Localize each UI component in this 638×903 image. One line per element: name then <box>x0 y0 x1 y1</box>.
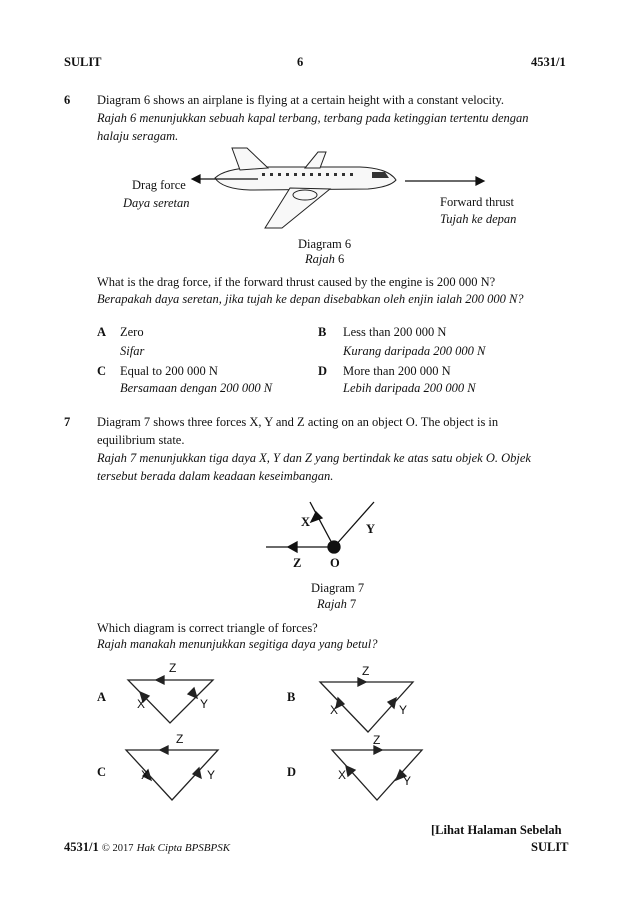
thrust-arrow <box>405 177 484 185</box>
q7-option-b-letter[interactable]: B <box>287 690 296 704</box>
q7-c-label-z: Z <box>176 732 184 746</box>
q7-d-label-x: X <box>338 768 347 782</box>
q7-stem-ms-1: Rajah 7 menunjukkan tiga daya X, Y dan Z yang bertindak ke atas satu objek O. Objek <box>97 451 531 465</box>
q7-stem-ms-2: tersebut berada dalam keadaan keseimbangan. <box>97 469 334 483</box>
force-z-label: Z <box>293 556 302 570</box>
object-o-dot <box>328 541 340 553</box>
drag-force-label-ms: Daya seretan <box>123 196 190 210</box>
q7-question-en: Which diagram is correct triangle of forces? <box>97 621 318 635</box>
q6-option-a-letter[interactable]: A <box>97 325 107 339</box>
q7-a-label-x: X <box>137 697 146 711</box>
q7-question-ms: Rajah manakah menunjukkan segitiga daya yang betul? <box>97 637 378 651</box>
q6-question-ms: Berapakah daya seretan, jika tujah ke depan disebabkan oleh enjin ialah 200 000 N? <box>97 292 524 306</box>
footer-left <box>64 840 230 855</box>
q7-stem-en-1: Diagram 7 shows three forces X, Y and Z acting on an object O. The object is in <box>97 415 499 429</box>
header-right: 4531/1 <box>531 55 566 69</box>
q6-option-d-ms: Lebih daripada 200 000 N <box>343 381 476 395</box>
q7-c-label-y: Y <box>207 768 216 782</box>
q7-option-c-letter[interactable]: C <box>97 765 107 779</box>
diagram-6-caption: Diagram 6 <box>298 237 352 251</box>
q6-option-b-letter[interactable]: B <box>318 325 327 339</box>
q6-option-b-en: Less than 200 000 N <box>343 325 447 339</box>
q6-stem-en: Diagram 6 shows an airplane is flying at a certain height with a constant velocity. <box>97 93 505 107</box>
force-x-label: X <box>301 515 311 529</box>
q6-option-b-ms: Kurang daripada 200 000 N <box>343 344 486 358</box>
q7-a-label-z: Z <box>169 661 177 675</box>
diagram-7-caption-ms: Rajah 7 <box>317 597 357 611</box>
next-page-note: [Lihat Halaman Sebelah <box>431 823 562 837</box>
force-y-label: Y <box>366 522 376 536</box>
q7-d-label-y: Y <box>403 774 412 788</box>
footer-copyright: © 2017 <box>101 843 134 854</box>
q7-number: 7 <box>64 415 71 429</box>
q6-option-c-en: Equal to 200 000 N <box>120 364 218 378</box>
footer-code: 4531/1 <box>64 840 99 854</box>
header-left: SULIT <box>64 55 102 69</box>
q6-option-a-en: Zero <box>120 325 144 339</box>
airplane-icon <box>215 148 396 228</box>
q7-d-label-z: Z <box>373 733 381 747</box>
page-number: 6 <box>297 55 304 69</box>
q7-b-label-y: Y <box>399 703 408 717</box>
drag-force-label: Drag force <box>132 178 186 192</box>
q7-b-label-z: Z <box>362 664 370 678</box>
q6-question-en: What is the drag force, if the forward thrust caused by the engine is 200 000 N? <box>97 275 496 289</box>
diagram-7 <box>0 490 638 580</box>
q7-stem-en-2: equilibrium state. <box>97 433 185 447</box>
q6-option-a-ms: Sifar <box>120 344 145 358</box>
q6-option-d-en: More than 200 000 N <box>343 364 451 378</box>
diagram-7-caption: Diagram 7 <box>311 581 365 595</box>
force-x-line <box>310 502 334 547</box>
q6-number: 6 <box>64 93 71 107</box>
q6-option-c-ms: Bersamaan dengan 200 000 N <box>120 381 273 395</box>
q7-b-label-x: X <box>330 703 339 717</box>
q7-a-label-y: Y <box>200 697 209 711</box>
q6-stem-ms-2: halaju seragam. <box>97 129 179 143</box>
force-z-arrowhead <box>288 542 297 552</box>
q6-stem-ms-1: Rajah 6 menunjukkan sebuah kapal terbang, terbang pada ketinggian tertentu dengan <box>97 111 529 125</box>
q7-option-d-letter[interactable]: D <box>287 765 297 779</box>
q6-option-c-letter[interactable]: C <box>97 364 107 378</box>
thrust-label: Forward thrust <box>440 195 514 209</box>
footer-sulit: SULIT <box>531 840 569 854</box>
diagram-6 <box>0 140 638 240</box>
object-o-label: O <box>330 556 340 570</box>
diagram-6-caption-ms: Rajah 6 <box>305 252 345 266</box>
q7-c-label-x: X <box>141 768 150 782</box>
thrust-label-ms: Tujah ke depan <box>440 212 517 226</box>
footer-publisher: Hak Cipta BPSBPSK <box>136 842 231 854</box>
q7-option-a-letter[interactable]: A <box>97 690 107 704</box>
q6-option-d-letter[interactable]: D <box>318 364 328 378</box>
